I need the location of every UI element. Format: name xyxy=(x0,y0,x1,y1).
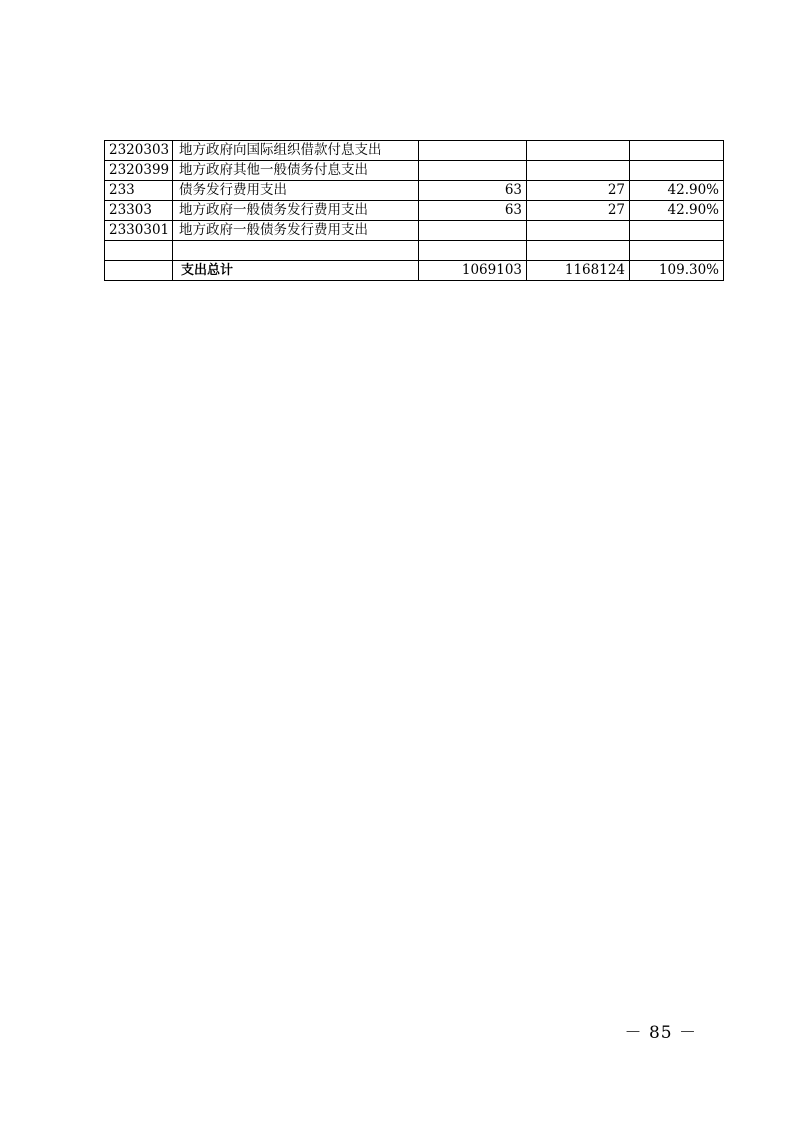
account-name-cell: 地方政府一般债务发行费用支出 xyxy=(173,201,419,221)
total-row xyxy=(105,261,724,281)
account-code-cell: 233 xyxy=(105,181,173,201)
value-cell-1 xyxy=(419,241,527,261)
table-row xyxy=(105,181,724,201)
value-cell-3: 42.90% xyxy=(630,181,724,201)
total-value-cell-3: 109.30% xyxy=(630,261,724,281)
value-cell-3 xyxy=(630,241,724,261)
account-name-cell xyxy=(173,241,419,261)
value-cell-2 xyxy=(527,141,630,161)
value-cell-1 xyxy=(419,161,527,181)
value-cell-3 xyxy=(630,161,724,181)
total-value-cell-1: 1069103 xyxy=(419,261,527,281)
total-label-cell: 支出总计 xyxy=(173,261,419,281)
value-cell-3 xyxy=(630,221,724,241)
value-cell-3 xyxy=(630,141,724,161)
table-row xyxy=(105,141,724,161)
table-row xyxy=(105,241,724,261)
account-name-cell: 地方政府一般债务发行费用支出 xyxy=(173,221,419,241)
account-name-cell: 债务发行费用支出 xyxy=(173,181,419,201)
account-code-cell: 2330301 xyxy=(105,221,173,241)
account-code-cell: 2320399 xyxy=(105,161,173,181)
value-cell-2 xyxy=(527,221,630,241)
budget-expenditure-table xyxy=(104,140,724,281)
value-cell-2 xyxy=(527,161,630,181)
account-code-cell: 23303 xyxy=(105,201,173,221)
account-name-cell: 地方政府向国际组织借款付息支出 xyxy=(173,141,419,161)
account-name-cell: 地方政府其他一般债务付息支出 xyxy=(173,161,419,181)
account-code-cell: 2320303 xyxy=(105,141,173,161)
table-row xyxy=(105,221,724,241)
value-cell-2: 27 xyxy=(527,201,630,221)
account-code-cell xyxy=(105,261,173,281)
table-row xyxy=(105,201,724,221)
value-cell-1 xyxy=(419,141,527,161)
value-cell-1: 63 xyxy=(419,201,527,221)
value-cell-2 xyxy=(527,241,630,261)
value-cell-3: 42.90% xyxy=(630,201,724,221)
total-value-cell-2: 1168124 xyxy=(527,261,630,281)
page-number: － 85 － xyxy=(624,1023,697,1043)
value-cell-1 xyxy=(419,221,527,241)
value-cell-1: 63 xyxy=(419,181,527,201)
value-cell-2: 27 xyxy=(527,181,630,201)
table-row xyxy=(105,161,724,181)
account-code-cell xyxy=(105,241,173,261)
